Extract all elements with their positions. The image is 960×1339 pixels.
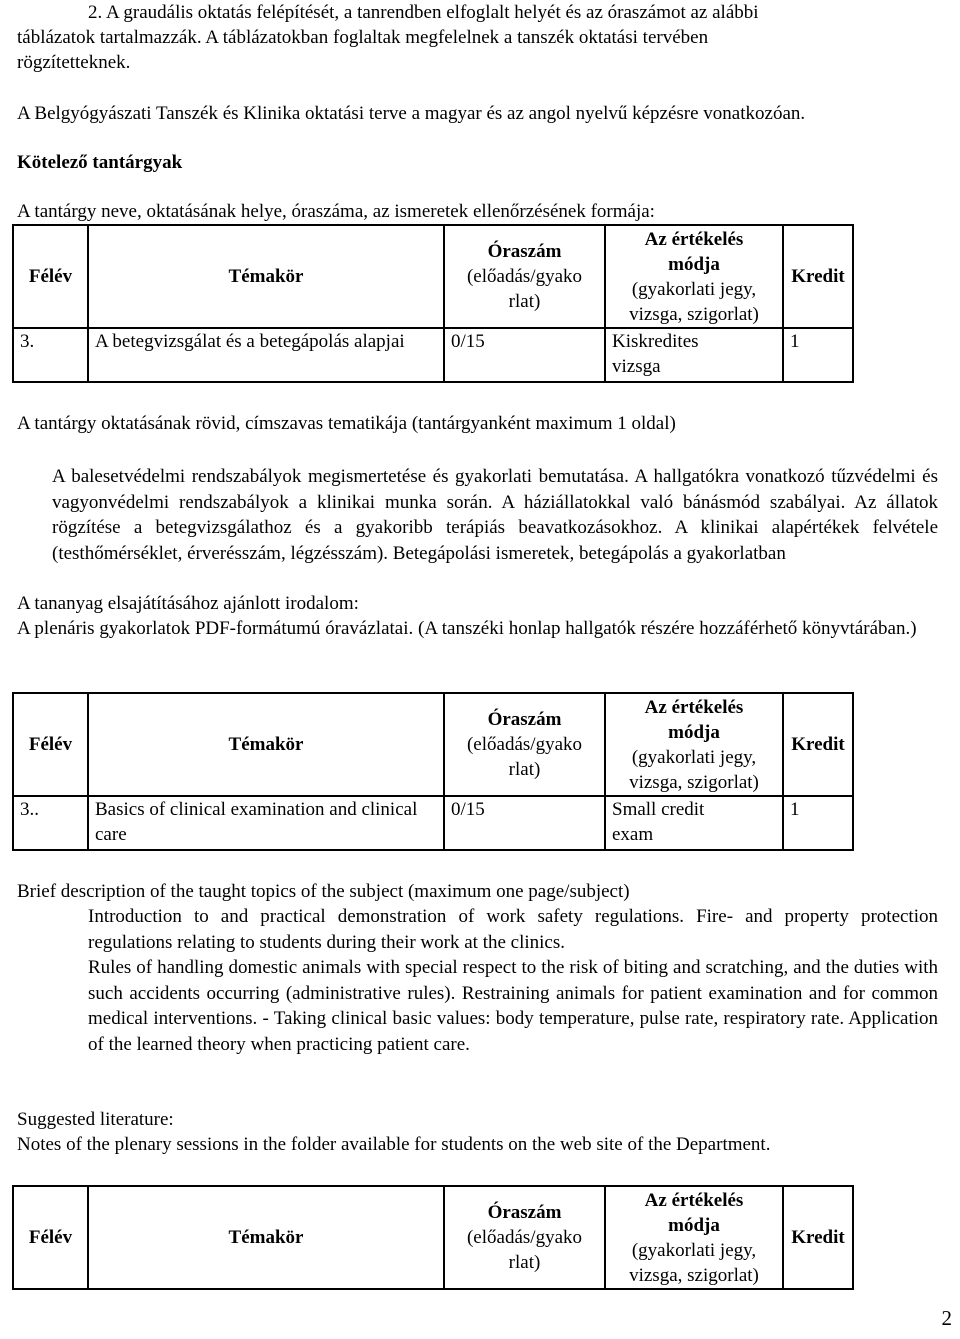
header-oraszam-sub1: (előadás/gyako	[466, 266, 582, 287]
intro-line-1: 2. A graudális oktatás felépítését, a tanrendben elfoglalt helyét és az óraszámot az alábbi	[88, 2, 759, 23]
header-kredit: Kredit	[783, 225, 853, 328]
header-oraszam-title: Óraszám	[487, 241, 562, 262]
header-ertekeles-3: (gyakorlati jegy,	[631, 278, 757, 300]
header-ertekeles-2: módja	[668, 721, 720, 743]
clinic-plan-sentence: A Belgyógyászati Tanszék és Klinika oktatási terve a magyar és az angol nyelvű képzésre vonatkozóan.	[17, 103, 806, 124]
table-row	[13, 796, 853, 850]
header-oraszam-sub1: (előadás/gyako	[466, 734, 582, 755]
page-number: 2	[941, 1306, 952, 1330]
mandatory-subjects-heading: Kötelező tantárgyak	[17, 152, 183, 173]
header-oraszam	[444, 225, 605, 328]
en-literature-body: Notes of the plenary sessions in the folder available for students on the web site of the Department.	[17, 1134, 771, 1155]
header-temakor: Témakör	[88, 1186, 444, 1289]
header-oraszam-title: Óraszám	[487, 709, 562, 730]
header-ertekeles-2: módja	[668, 253, 720, 275]
en-topics-para-1: Introduction to and practical demonstration of work safety regulations. Fire- and property protection regulations relating to students during their work at the clinics.	[88, 906, 938, 953]
header-ertekeles	[605, 693, 783, 796]
table-row	[13, 328, 853, 382]
cell-temakor: A betegvizsgálat és a betegápolás alapjai	[88, 328, 444, 382]
course-table-next	[12, 1185, 854, 1290]
header-oraszam	[444, 1186, 605, 1289]
cell-temakor: Basics of clinical examination and clinical care	[88, 796, 444, 850]
header-oraszam-title: Óraszám	[487, 1202, 562, 1223]
hu-literature-heading: A tananyag elsajátításához ajánlott irodalom:	[17, 593, 359, 614]
header-felev: Félév	[13, 693, 88, 796]
cell-felev: 3..	[13, 796, 88, 850]
header-oraszam-sub2: rlat)	[508, 1252, 541, 1273]
header-felev: Félév	[13, 1186, 88, 1289]
subject-description-line: A tantárgy neve, oktatásának helye, óraszáma, az ismeretek ellenőrzésének formája:	[17, 201, 655, 222]
header-felev: Félév	[13, 225, 88, 328]
en-literature-heading: Suggested literature:	[17, 1109, 174, 1130]
intro-line-3: rögzítetteknek.	[17, 52, 131, 73]
header-oraszam-sub2: rlat)	[508, 759, 541, 780]
header-ertekeles-4: vizsga, szigorlat)	[629, 1264, 759, 1286]
cell-oraszam: 0/15	[444, 796, 605, 850]
cell-oraszam: 0/15	[444, 328, 605, 382]
en-topics-heading: Brief description of the taught topics of the subject (maximum one page/subject)	[17, 881, 630, 902]
cell-felev: 3.	[13, 328, 88, 382]
hu-topics-body: A balesetvédelmi rendszabályok megismertetése és gyakorlati bemutatása. A hallgatókra vonatkozó tűzvédelmi és vagyonvédelmi rendszabályok a klinikai munka során. A háziállatokkal való bánásmód szabályai. Az állatok rögzítése a betegvizsgálathoz és a gyakoribb terápiás beavatkozásokhoz. A klinikai alapértékek felvétele (testhőmérséklet, érverésszám, légzésszám). Betegápolási ismeretek, betegápolás a gyakorlatban	[52, 466, 938, 564]
course-table-hu	[12, 224, 854, 383]
header-ertekeles-4: vizsga, szigorlat)	[629, 771, 759, 793]
en-topics-para-2: Rules of handling domestic animals with special respect to the risk of biting and scratching, and the duties with such accidents occurring (administrative rules). Restraining animals for patient examination and for common medical interventions. - Taking clinical basic values: body temperature, pulse rate, respiratory rate. Application of the learned theory when practicing patient care.	[88, 957, 938, 1055]
header-ertekeles	[605, 1186, 783, 1289]
header-kredit: Kredit	[783, 1186, 853, 1289]
header-oraszam-sub2: rlat)	[508, 291, 541, 312]
header-ertekeles-1: Az értékelés	[644, 696, 744, 718]
hu-literature-body: A plenáris gyakorlatok PDF-formátumú óravázlatai. (A tanszéki honlap hallgatók részére hozzáférhető könyvtárában.)	[17, 618, 917, 639]
hu-topics-heading: A tantárgy oktatásának rövid, címszavas tematikája (tantárgyanként maximum 1 oldal)	[17, 413, 676, 434]
header-ertekeles-3: (gyakorlati jegy,	[631, 1239, 757, 1261]
table-header-row	[13, 693, 853, 796]
header-temakor: Témakör	[88, 225, 444, 328]
header-oraszam	[444, 693, 605, 796]
table-header-row	[13, 1186, 853, 1289]
course-table-en	[12, 692, 854, 851]
header-ertekeles-1: Az értékelés	[644, 228, 744, 250]
cell-ertekeles: Kiskredites vizsga	[605, 328, 783, 382]
header-kredit: Kredit	[783, 693, 853, 796]
intro-line-2: táblázatok tartalmazzák. A táblázatokban foglaltak megfelelnek a tanszék oktatási tervében	[17, 27, 709, 48]
cell-kredit: 1	[783, 328, 853, 382]
table-header-row	[13, 225, 853, 328]
header-temakor: Témakör	[88, 693, 444, 796]
header-ertekeles-1: Az értékelés	[644, 1189, 744, 1211]
header-ertekeles-3: (gyakorlati jegy,	[631, 746, 757, 768]
header-ertekeles-2: módja	[668, 1214, 720, 1236]
header-ertekeles-4: vizsga, szigorlat)	[629, 303, 759, 325]
header-oraszam-sub1: (előadás/gyako	[466, 1227, 582, 1248]
header-ertekeles	[605, 225, 783, 328]
cell-ertekeles: Small credit exam	[605, 796, 783, 850]
cell-kredit: 1	[783, 796, 853, 850]
